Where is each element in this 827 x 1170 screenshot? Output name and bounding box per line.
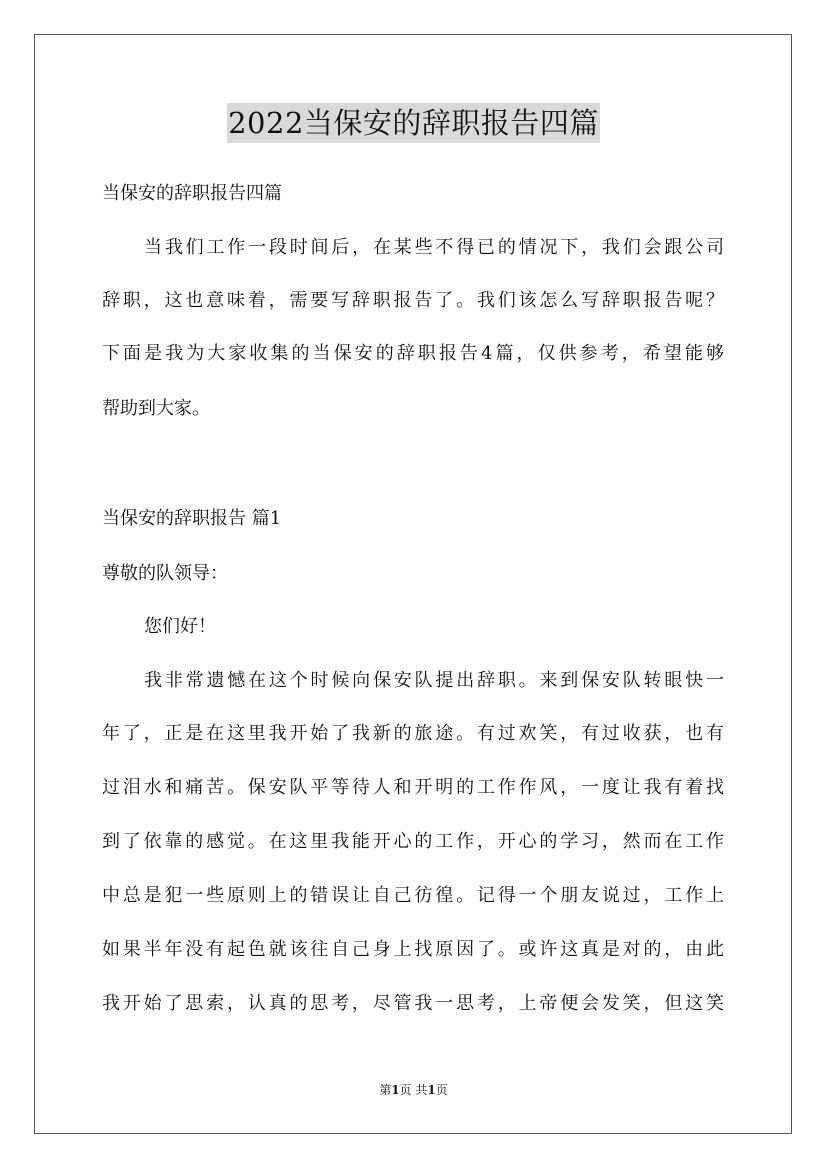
greeting: 您们好！ xyxy=(144,616,216,637)
footer-mid: 页 共 xyxy=(399,1083,428,1097)
footer-suffix: 页 xyxy=(435,1083,448,1097)
footer-prefix: 第 xyxy=(379,1083,392,1097)
body-line-6: 如果半年没有起色就该往自己身上找原因了。或许这真是对的，由此 xyxy=(102,939,724,960)
title-container xyxy=(0,103,827,143)
intro-line-2: 辞职，这也意味着，需要写辞职报告了。我们该怎么写辞职报告呢？ xyxy=(102,290,724,311)
salutation: 尊敬的队领导： xyxy=(102,563,228,584)
body-line-7: 我开始了思索，认真的思考，尽管我一思考，上帝便会发笑，但这笑 xyxy=(102,993,724,1014)
section-heading: 当保安的辞职报告 篇1 xyxy=(102,508,282,529)
body-line-4: 到了依靠的感觉。在这里我能开心的工作，开心的学习，然而在工作 xyxy=(102,831,724,852)
page-footer xyxy=(0,1082,827,1098)
body-line-1: 我非常遗憾在这个时候向保安队提出辞职。来到保安队转眼快一 xyxy=(144,670,724,691)
body-line-5: 中总是犯一些原则上的错误让自己彷徨。记得一个朋友说过，工作上 xyxy=(102,885,724,906)
document-title: 2022当保安的辞职报告四篇 xyxy=(227,103,600,143)
intro-line-3: 下面是我为大家收集的当保安的辞职报告4篇，仅供参考，希望能够 xyxy=(102,343,724,364)
intro-line-4: 帮助到大家。 xyxy=(102,398,210,419)
intro-line-1: 当我们工作一段时间后，在某些不得已的情况下，我们会跟公司 xyxy=(144,237,724,258)
footer-page-current: 1 xyxy=(391,1083,400,1097)
body-line-3: 过泪水和痛苦。保安队平等待人和开明的工作作风，一度让我有着找 xyxy=(102,777,724,798)
body-line-2: 年了，正是在这里我开始了我新的旅途。有过欢笑，有过收获，也有 xyxy=(102,723,724,744)
document-subtitle: 当保安的辞职报告四篇 xyxy=(102,183,282,204)
footer-page-total: 1 xyxy=(427,1083,436,1097)
